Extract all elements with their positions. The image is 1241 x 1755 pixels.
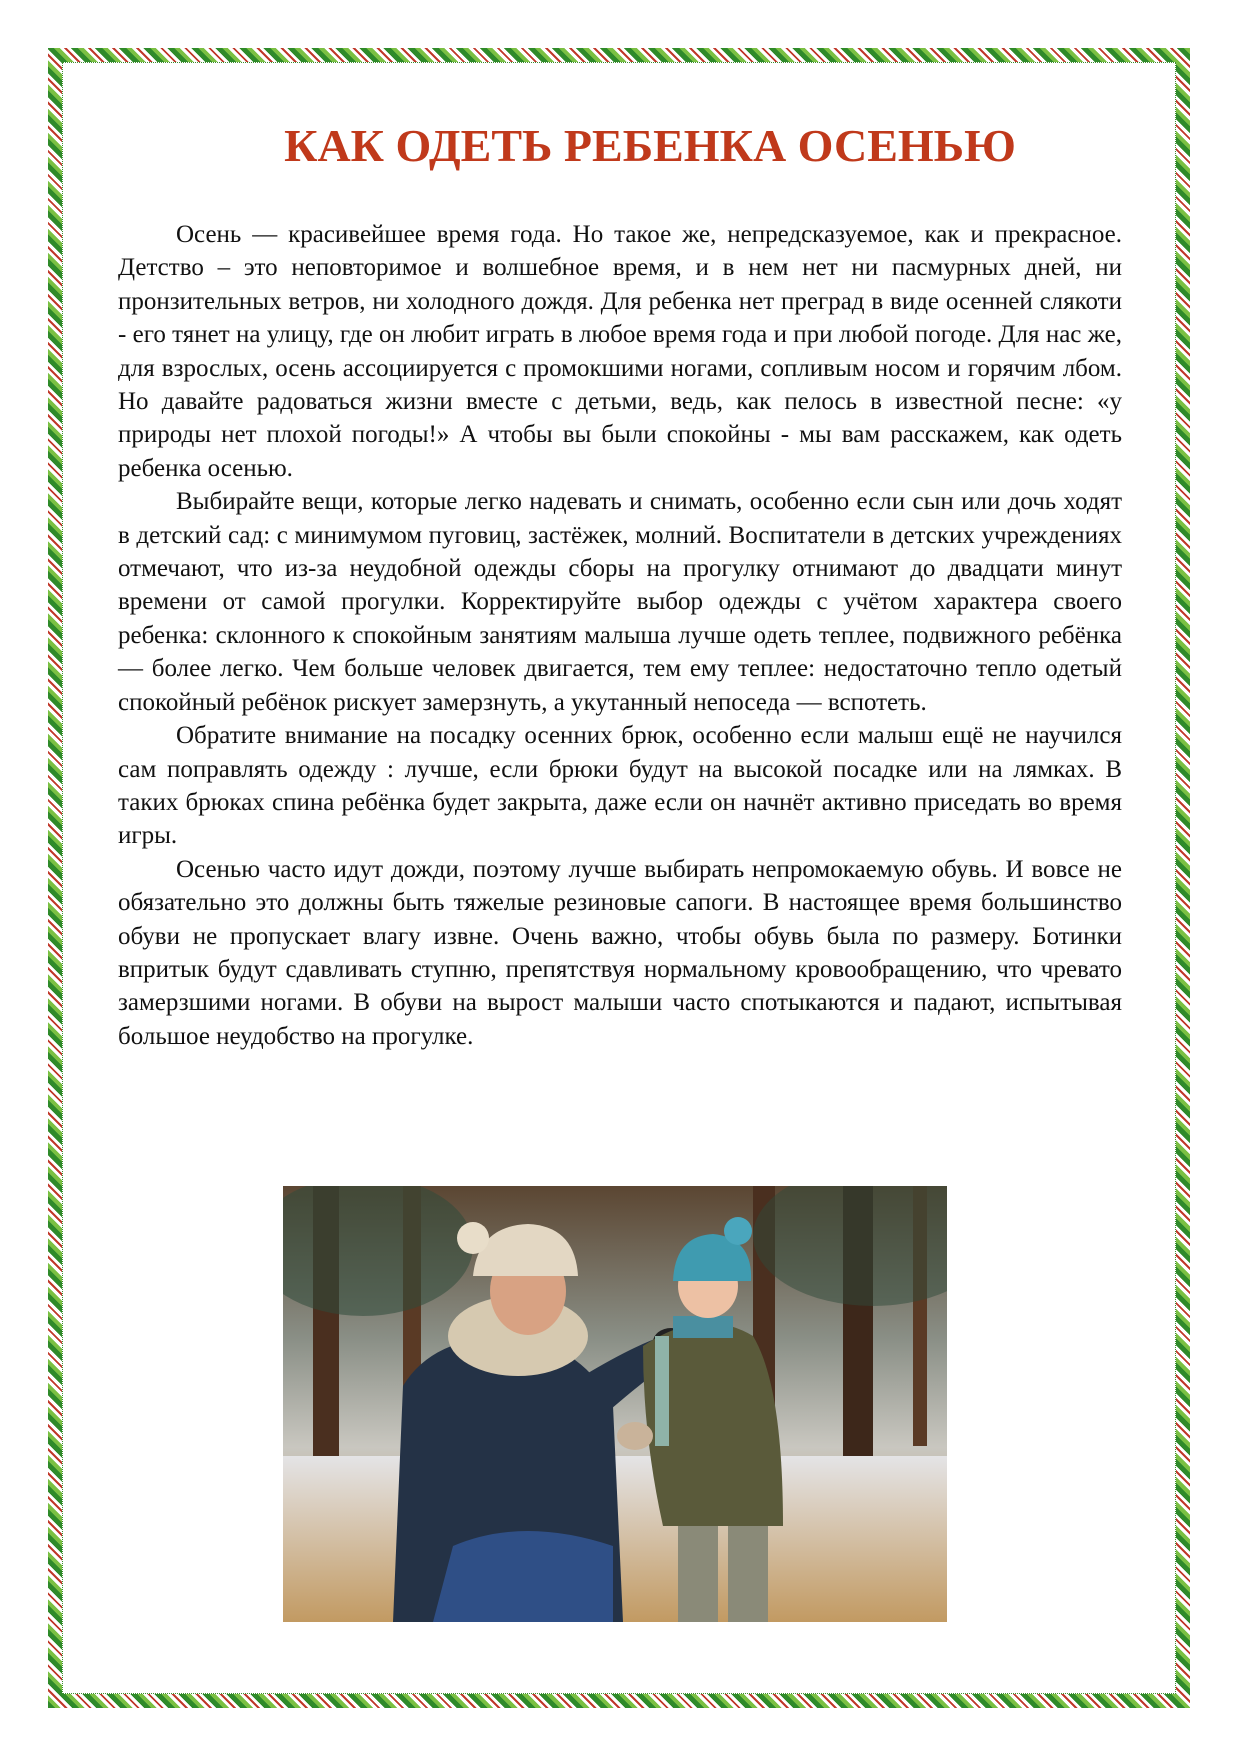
father-dressing-child-photo xyxy=(283,1186,947,1622)
paragraph-4: Осенью часто идут дожди, поэтому лучше выбирать непромокаемую обувь. И вовсе не обязательно это должны быть тяжелые резиновые сапоги. В настоящее время большинство обуви не пропускает влагу извне. Очень важно, чтобы обувь была по размеру. Ботинки впритык будут сдавливать ступню, препятствуя нормальному кровообращению, что чревато замерзшими ногами. В обуви на вырост малыши часто спотыкаются и падают, испытывая большое неудобство на прогулке. xyxy=(118,855,1122,1050)
article-body xyxy=(118,218,1122,1053)
page-title: КАК ОДЕТЬ РЕБЕНКА ОСЕНЬЮ xyxy=(284,120,1016,171)
paragraph-2: Выбирайте вещи, которые легко надевать и снимать, особенно если сын или дочь ходят в детский сад: с минимумом пуговиц, застёжек, молний. Воспитатели в детских учреждениях отмечают, что из-за неудобной одежды сборы на прогулку отнимают до двадцати минут времени от самой прогулки. Корректируйте выбор одежды с учётом характера своего ребенка: склонного к спокойным занятиям малыша лучше одеть теплее, подвижного ребёнка — более легко. Чем больше человек двигается, тем ему теплее: недостаточно тепло одетый спокойный ребёнок рискует замерзнуть, а укутанный непоседа — вспотеть. xyxy=(118,488,1122,716)
paragraph-3: Обратите внимание на посадку осенних брюк, особенно если малыш ещё не научился сам поправлять одежду : лучше, если брюки будут на высокой посадке или на лямках. В таких брюках спина ребёнка будет закрыта, даже если он начнёт активно приседать во время игры. xyxy=(118,722,1122,850)
paragraph-1: Осень — красивейшее время года. Но такое же, непредсказуемое, как и прекрасное. Детство – это неповторимое и волшебное время, и в нем нет ни пасмурных дней, ни пронзительных ветров, ни холодного дождя. Для ребенка нет преград в виде осенней слякоти - его тянет на улицу, где он любит играть в любое время года и при любой погоде. Для нас же, для взрослых, осень ассоциируется с промокшими ногами, сопливым носом и горячим лбом. Но давайте радоваться жизни вместе с детьми, ведь, как пелось в известной песне: «у природы нет плохой погоды!» А чтобы вы были спокойны - мы вам расскажем, как одеть ребенка осенью. xyxy=(118,221,1122,482)
